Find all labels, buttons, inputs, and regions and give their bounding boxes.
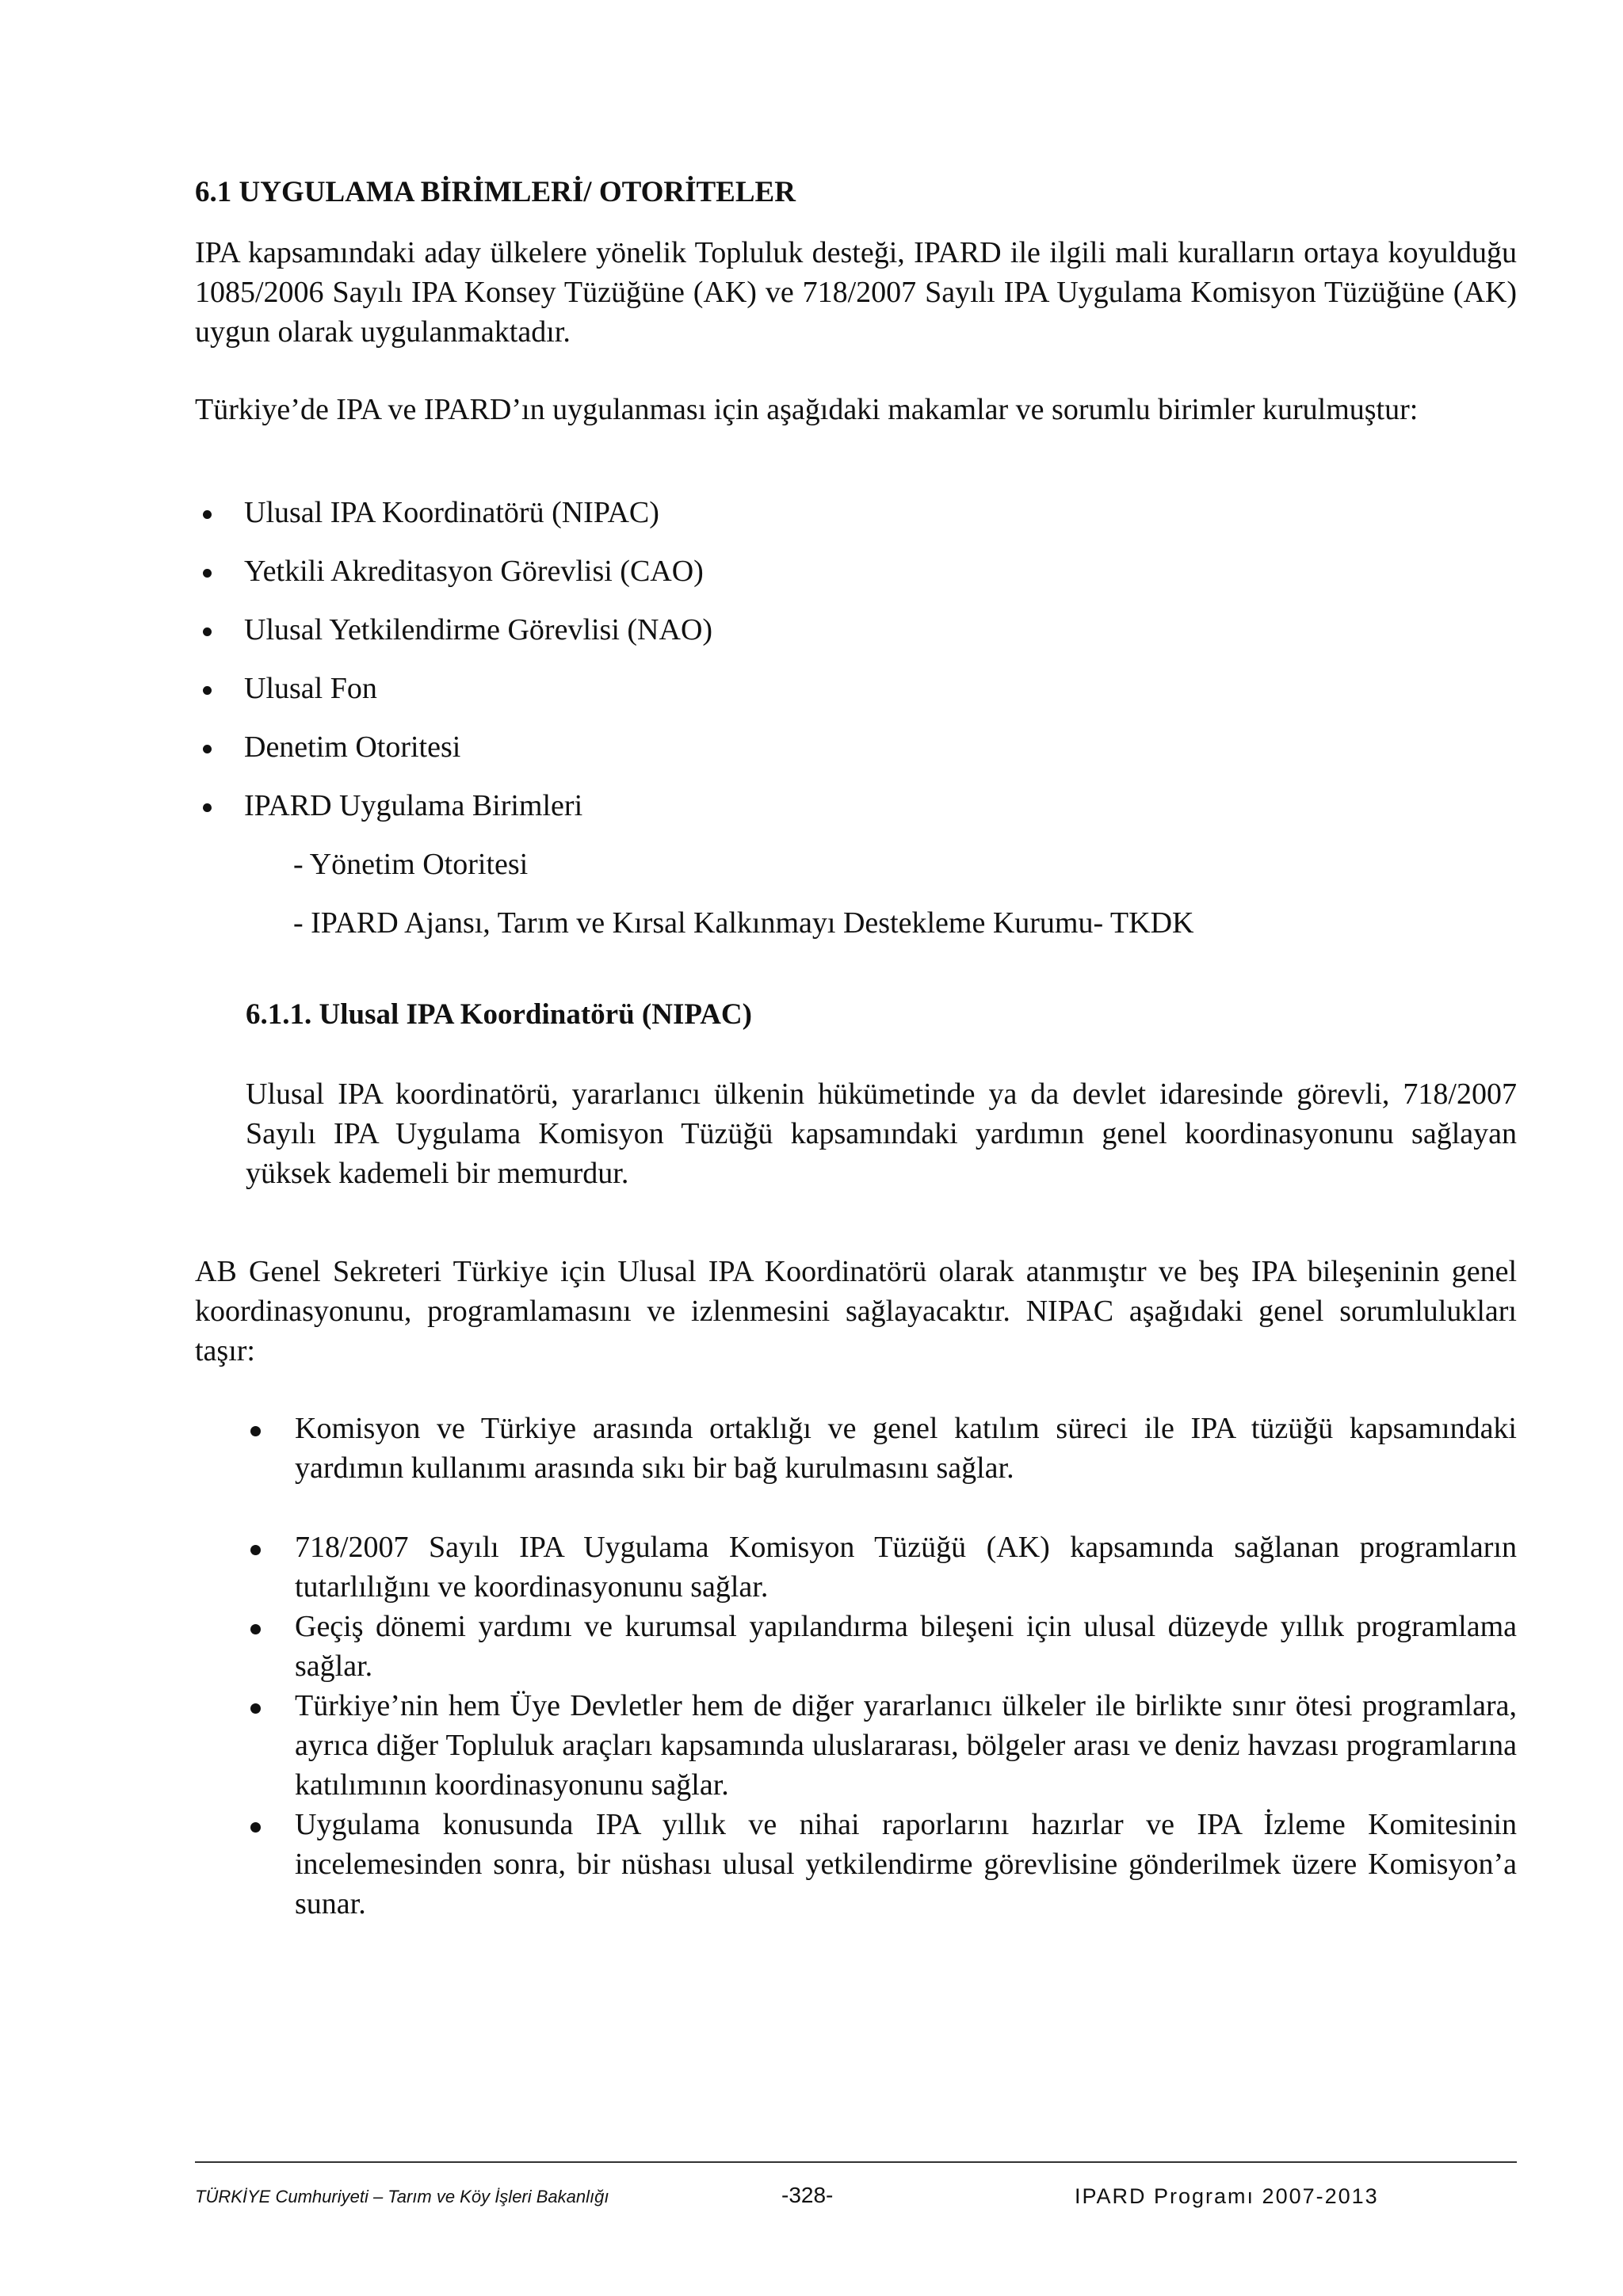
bullet-icon [250,1624,261,1634]
list-item: 718/2007 Sayılı IPA Uygulama Komisyon Tüzüğü (AK) kapsamında sağlanan programların tutarlılığını ve koordinasyonunu sağlar. [295,1531,1517,1604]
list-item: Komisyon ve Türkiye arasında ortaklığı ve genel katılım süreci ile IPA tüzüğü kapsamındaki yardımın kullanımı arasında sıkı bir bağ kurulmasını sağlar. [295,1412,1517,1485]
list-item: Ulusal Fon [244,672,377,705]
footer-programme: IPARD Programı 2007-2013 [1075,2184,1379,2208]
bullet-icon [203,569,212,578]
footer-ministry: TÜRKİYE Cumhuriyeti – Tarım ve Köy İşleri Bakanlığı [195,2187,609,2206]
footer-divider [195,2161,1517,2163]
bullet-icon [250,1703,261,1714]
intro-paragraph: IPA kapsamındaki aday ülkelere yönelik Topluluk desteği, IPARD ile ilgili mali kuralların ortaya koyulduğu 1085/2006 Sayılı IPA Konsey Tüzüğüne (AK) ve 718/2007 Sayılı IPA Uygulama Komisyon Tüzüğüne (AK) uygun olarak uygulanmaktadır. [195,236,1517,349]
subsection-heading: 6.1.1. Ulusal IPA Koordinatörü (NIPAC) [246,998,752,1031]
page-number: -328- [781,2183,834,2207]
bullet-icon [250,1426,261,1436]
definition-paragraph: Ulusal IPA koordinatörü, yararlanıcı ülkenin hükümetinde ya da devlet idaresinde görevli, 718/2007 Sayılı IPA Uygulama Komisyon Tüzüğü kapsamındaki yardımın genel koordinasyonunu sağlayan yüksek kademeli bir memurdur. [246,1077,1517,1190]
bullet-icon [203,627,212,636]
bullet-icon [250,1822,261,1833]
lead-paragraph: Türkiye’de IPA ve IPARD’ın uygulanması için aşağıdaki makamlar ve sorumlu birimler kurulmuştur: [195,393,1419,426]
list-item: Denetim Otoritesi [244,730,461,764]
list-item: Ulusal Yetkilendirme Görevlisi (NAO) [244,613,713,646]
list-item: Geçiş dönemi yardımı ve kurumsal yapılandırma bileşeni için ulusal düzeyde yıllık programlama sağlar. [295,1610,1517,1683]
bullet-icon [203,803,212,812]
appointment-paragraph: AB Genel Sekreteri Türkiye için Ulusal IPA Koordinatörü olarak atanmıştır ve beş IPA bileşeninin genel koordinasyonunu, programlamasını ve izlenmesini sağlayacaktır. NIPAC aşağıdaki genel sorumlulukları taşır: [195,1255,1517,1367]
sub-list-item: - IPARD Ajansı, Tarım ve Kırsal Kalkınmayı Destekleme Kurumu- TKDK [293,906,1194,940]
list-item: Türkiye’nin hem Üye Devletler hem de diğer yararlanıcı ülkeler ile birlikte sınır ötesi programlara, ayrıca diğer Topluluk araçları kapsamında uluslararası, bölgeler arası ve deniz havzası programlarına katılımının koordinasyonunu sağlar. [295,1689,1517,1802]
bullet-icon [203,510,212,519]
bullet-icon [203,745,212,753]
list-item: Uygulama konusunda IPA yıllık ve nihai raporlarını hazırlar ve IPA İzleme Komitesinin incelemesinden sonra, bir nüshası ulusal yetkilendirme görevlisine gönderilmek üzere Komisyon’a sunar. [295,1808,1517,1920]
sub-list-item: - Yönetim Otoritesi [293,848,529,881]
list-item: Yetkili Akreditasyon Görevlisi (CAO) [244,555,704,588]
section-heading: 6.1 UYGULAMA BİRİMLERİ/ OTORİTELER [195,176,796,208]
bullet-icon [250,1545,261,1555]
bullet-icon [203,686,212,695]
list-item: IPARD Uygulama Birimleri [244,789,583,822]
list-item: Ulusal IPA Koordinatörü (NIPAC) [244,496,659,529]
